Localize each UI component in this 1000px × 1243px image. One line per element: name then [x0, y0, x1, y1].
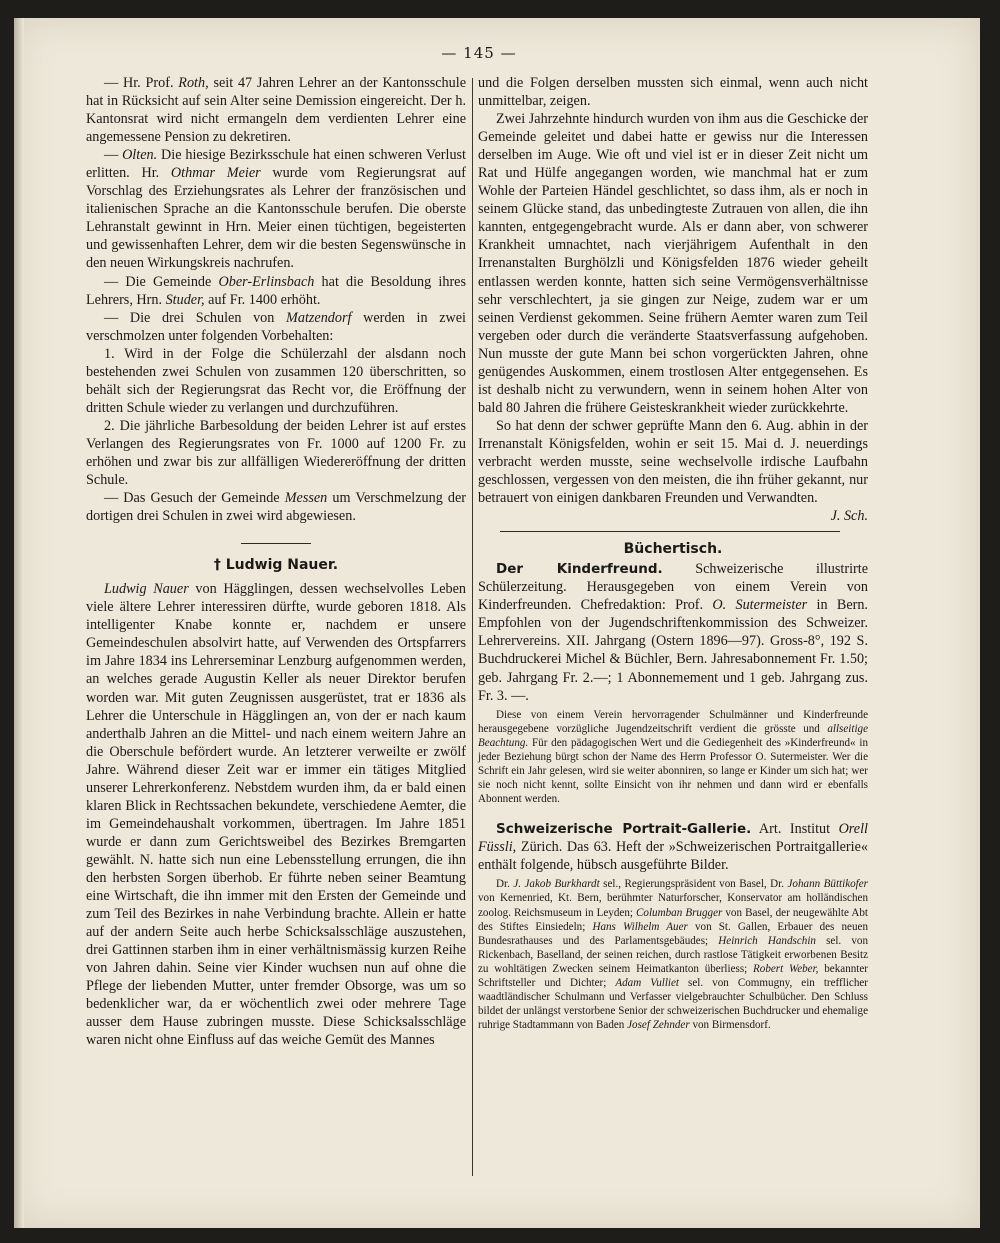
column-rule: [472, 78, 473, 1176]
condition-item-1: 1. Wird in der Folge die Schülerzahl der alsdann noch bestehenden zwei Schulen von zusammen 120 überschritten, so behält sich der Regierungsrat das Recht vor, die Eröffnung der dritten Schule wieder zu verlangen und durchzuführen.: [86, 345, 466, 416]
obituary-signature-line: [478, 507, 868, 525]
page-edge-shadow: [14, 18, 24, 1228]
left-column: [86, 74, 466, 1049]
obituary-title: † Ludwig Nauer.: [213, 557, 339, 574]
review-kinderfreund-note: Diese von einem Verein hervorragender Schulmänner und Kinderfreunde herausgegebene vorzügliche Jugendzeitschrift verdient die grösste und allseitige Beachtung. Für den pädagogischen Wert und die Gediegenheit des »Kinderfreund« in jeder Beziehung bürgt schon der Name des Herrn Professor O. Sutermeister. Wer die Schrift ein Jahr gelesen, wird sie weiter abonniren, so lange er Kinder um sich hat; wer sie noch nicht kennt, sollte Einsicht von ihr nehmen und dann wird er ebenfalls Abonnent werden.: [478, 708, 868, 806]
right-column: [478, 74, 868, 1032]
news-ober-erlinsbach: — Die Gemeinde Ober-Erlinsbach hat die Besoldung ihres Lehrers, Hrn. Studer, auf Fr. 1400 erhöht.: [86, 273, 466, 308]
condition-item-2: 2. Die jährliche Barbesoldung der beiden Lehrer ist auf erstes Verlangen des Regierungsrates von Fr. 1000 auf 1200 Fr. zu erhöhen und zwar bis zur allfälligen Wiedereröffnung der dritten Schule.: [86, 417, 466, 489]
review-kinderfreund: Der Kinderfreund. Schweizerische illustrirte Schülerzeitung. Herausgegeben von einem Verein von Kinderfreunden. Chefredaktion: Prof. O. Sutermeister in Bern. Empfohlen von der Jugendschriftenkommission des Schweizer. Lehrervereins. XII. Jahrgang (Ostern 1896—97). Gross-8°, 192 S. Buchdruckerei Michel & Büchler, Bern. Jahresabonnement Fr. 1.50; geb. Jahrgang Fr. 2.—; 1 Abonnemement und 1 geb. Jahrgang zus. Fr. 3. —.: [478, 561, 868, 704]
obituary-paragraph-2: Zwei Jahrzehnte hindurch wurden von ihm aus die Geschicke der Gemeinde geleitet und dabei hatte er gewiss nur die Interessen derselben im Auge. Wie oft und viel ist er in dieser Zeit nicht um Rat und Hülfe angegangen worden, wie manchmal hat er zum Wohle der Parteien Händel geschlichtet, so dass ihm, als er noch in seinem Glücke stand, das unbedingteste Zutrauen von allen, die ihn kannten, entgegengebracht wurde. Als er dann aber, von schwerer Krankheit umnachtet, nach vierjährigem Aufenthalt in den Irrenanstalten Burghölzli und Königsfelden 1876 wieder geheilt entlassen werden konnte, hatten sich seine Vermögensverhältnisse sehr verschlechtert, ja sie gingen zur Neige, zudem war er um seinen Verdienst gekommen. Seine frühern Aemter waren zum Teil vergeben oder durch die veränderte Staatsverfassung aufgehoben. Nun musste der gute Mann bei schon vorgerückten Jahren, ohne genügendes Auskommen, einem trostlosen Alter entgegensehen. Es ist deshalb nicht zu verwundern, wenn in seinem hohen Alter von bald 80 Jahren die frühere Geisteskrankheit wieder zurückkehrte.: [478, 111, 868, 416]
section-title-buechertisch: Büchertisch.: [623, 541, 723, 558]
news-olten: — Olten. Die hiesige Bezirksschule hat einen schweren Verlust erlitten. Hr. Othmar Meier wurde vom Regierungsrat auf Vorschlag des Erziehungsrates als Lehrer der französischen und italienischen Sprache an die Kantonsschule berufen. Die oberste Lehranstalt gewinnt in Hrn. Meier einen tüchtigen, begeisterten und gewissenhaften Lehrer, dem wir die besten Segenswünsche in den neuen Wirkungskreis nachrufen.: [86, 147, 466, 272]
section-divider: [241, 543, 311, 544]
news-matzendorf: — Die drei Schulen von Matzendorf werden in zwei verschmolzen unter folgenden Vorbehalten:: [86, 309, 467, 344]
section-rule: [500, 531, 840, 532]
obituary-signature: J. Sch.: [830, 508, 868, 525]
review-portrait-gallerie: Schweizerische Portrait-Gallerie. Art. Institut Orell Füssli, Zürich. Das 63. Heft der »Schweizerischen Portraitgallerie« enthält folgende, hübsch ausgeführte Bilder.: [478, 821, 868, 874]
obituary-continued: und die Folgen derselben mussten sich einmal, wenn auch nicht unmittelbar, zeigen.: [478, 75, 868, 110]
review-portrait-gallerie-note: Dr. J. Jakob Burkhardt sel., Regierungspräsident von Basel, Dr. Johann Büttikofer von Kernenried, Kt. Bern, berühmter Naturforscher, Konservator am holländischen zoolog. Reichsmuseum in Leyden; Columban Brugger von Basel, der neugewählte Abt des Stiftes Einsiedeln; Hans Wilhelm Auer von St. Gallen, Erbauer des neuen Bundesrathauses und des Parlamentsgebäudes; Heinrich Handschin sel. von Rickenbach, Baselland, der seinen reichen, durch rastlose Tätigkeit erworbenen Besitz zu wohltätigen Zwecken seinem Heimatkanton überliess; Robert Weber, bekannter Schriftsteller und Dichter; Adam Vulliet sel. von Commugny, ein trefflicher waadtländischer Schulmann und Verfasser vielgebrauchter Schulbücher. Den Schluss bildet der unlängst verstorbene Senior der schweizerischen Buchdrucker und ehemalige ruhrige Stadtammann von Baden Josef Zehnder von Birmensdorf.: [478, 878, 869, 1032]
newspaper-page: [14, 18, 980, 1228]
news-messen: — Das Gesuch der Gemeinde Messen um Verschmelzung der dortigen drei Schulen in zwei wird abgewiesen.: [86, 490, 466, 525]
page-number: — 145 —: [441, 44, 517, 62]
news-roth: — Hr. Prof. Roth, seit 47 Jahren Lehrer an der Kantonsschule hat in Rücksicht auf sein Alter seine Demission eingereicht. Der h. Kantonsrat wird nicht ermangeln dem verdienten Lehrer eine angemessene Pension zu dekretiren.: [86, 75, 466, 146]
obituary-paragraph-3: So hat denn der schwer geprüfte Mann den 6. Aug. abhin in der Irrenanstalt Königsfelden, wohin er seit 15. Mai d. J. neuerdings verbracht werden musste, seine wechselvolle irdische Laufbahn geschlossen, vergessen von den meisten, die ihn früher gekannt, nur betrauert von einigen dankbaren Freunden und Verwandten.: [478, 417, 868, 507]
obituary-body: Ludwig Nauer von Hägglingen, dessen wechselvolles Leben viele ältere Lehrer interessiren dürfte, wurde geboren 1818. Als intelligenter Knabe konnte er, nachdem er unsere Gemeindeschulen absolvirt hatte, auf Verwenden des Ortspfarrers im Jahre 1834 ins Lehrerseminar Lenzburg aufgenommen werden, an welches gerade Augustin Keller als neuer Direktor berufen worden war. Mit guten Zeugnissen ausgerüstet, trat er 1836 als Lehrer die Unterschule in Hägglingen an, von der er nach kaum anderthalb Jahren an die Mittel- und nach einem weitern Jahre an die Oberschule befördert wurde. An letzterer verweilte er zwölf Jahre. Während dieser Zeit war er immer ein tätiges Mitglied unserer Lehrerkonferenz. Nebstdem wurden ihm, da er bald einen klaren Blick in Rechtssachen bekundete, verschiedene Aemter, die im Gemeindehaushalt vorkommen, übertragen. Im Jahre 1851 wurde er dann zum Gerichtsweibel des Bezirkes Bremgarten gewählt. N. hatte sich nun eine Lebensstellung errungen, die ihn den herbsten Sorgen überhob. Er führte neben seiner Beamtung eine Wirtschaft, die ihn immer mit den Ersten der Gemeinde und zum Teil des Bezirkes in nahe Verbindung brachte. Allein er hatte auf der andern Seite auch herbe Schicksalsschläge auszustehen, drei Gattinnen starben ihm in einer verhältnismässig kurzen Reihe von Jahren dahin. Seine vier Kinder wuchsen nun auf ohne die Pflege der liebenden Mutter, unter fremder Obsorge, was um so bedenklicher war, da er wöchentlich zwei oder mehrere Tage ausser dem Hause zubringen musste. Diese Schicksalsschläge waren nicht ohne Einfluss auf das weiche Gemüt des Mannes: [86, 581, 466, 1049]
